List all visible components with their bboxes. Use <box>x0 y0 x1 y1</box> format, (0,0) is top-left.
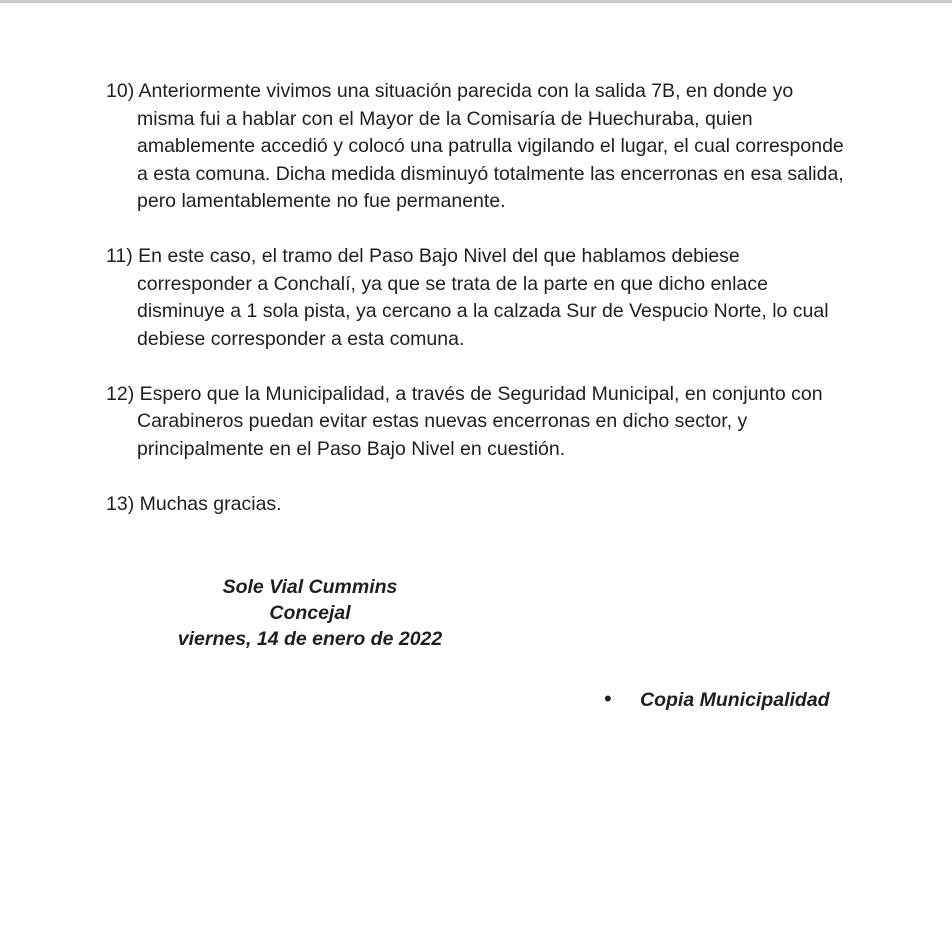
item-number: 11) <box>106 245 133 267</box>
list-item-11 <box>106 243 846 353</box>
item-number: 10) <box>106 80 135 102</box>
item-number: 13) <box>106 492 135 515</box>
signature-block <box>160 574 460 652</box>
list-item-12 <box>106 381 846 464</box>
item-text: Muchas gracias. <box>139 492 282 515</box>
list-item-13 <box>106 491 846 519</box>
signature-date: viernes, 14 de enero de 2022 <box>177 628 443 650</box>
item-text: En este caso, el tramo del Paso Bajo Nivel del que hablamos debiese corresponder a Conchalí, ya que se trata de la parte en que dicho enlace disminuye a 1 sola pista, ya cercano a la calzada Sur de Vespucio Norte, lo cual debiese corresponder a esta comuna. <box>137 245 829 350</box>
signature-name: Sole Vial Cummins <box>222 576 398 598</box>
bullet-icon: • <box>604 686 612 711</box>
copy-label: Copia Municipalidad <box>640 689 830 711</box>
list-item-10 <box>106 78 846 216</box>
item-text: Anteriormente vivimos una situación parecida con la salida 7B, en donde yo misma fui a hablar con el Mayor de la Comisaría de Huechuraba, quien amablemente accedió y colocó una patrulla vigilando el lugar, el cual corresponde a esta comuna. Dicha medida disminuyó totalmente las encerronas en esa salida, pero lamentablemente no fue permanente. <box>137 80 844 212</box>
document-body <box>106 78 846 546</box>
copy-note <box>604 686 830 713</box>
signature-role: Concejal <box>269 602 351 624</box>
item-number: 12) <box>106 382 135 405</box>
top-border <box>0 0 952 3</box>
item-text: Espero que la Municipalidad, a través de Seguridad Municipal, en conjunto con Carabineros puedan evitar estas nuevas encerronas en dicho sector, y principalmente en el Paso Bajo Nivel en cuestión. <box>137 382 823 460</box>
